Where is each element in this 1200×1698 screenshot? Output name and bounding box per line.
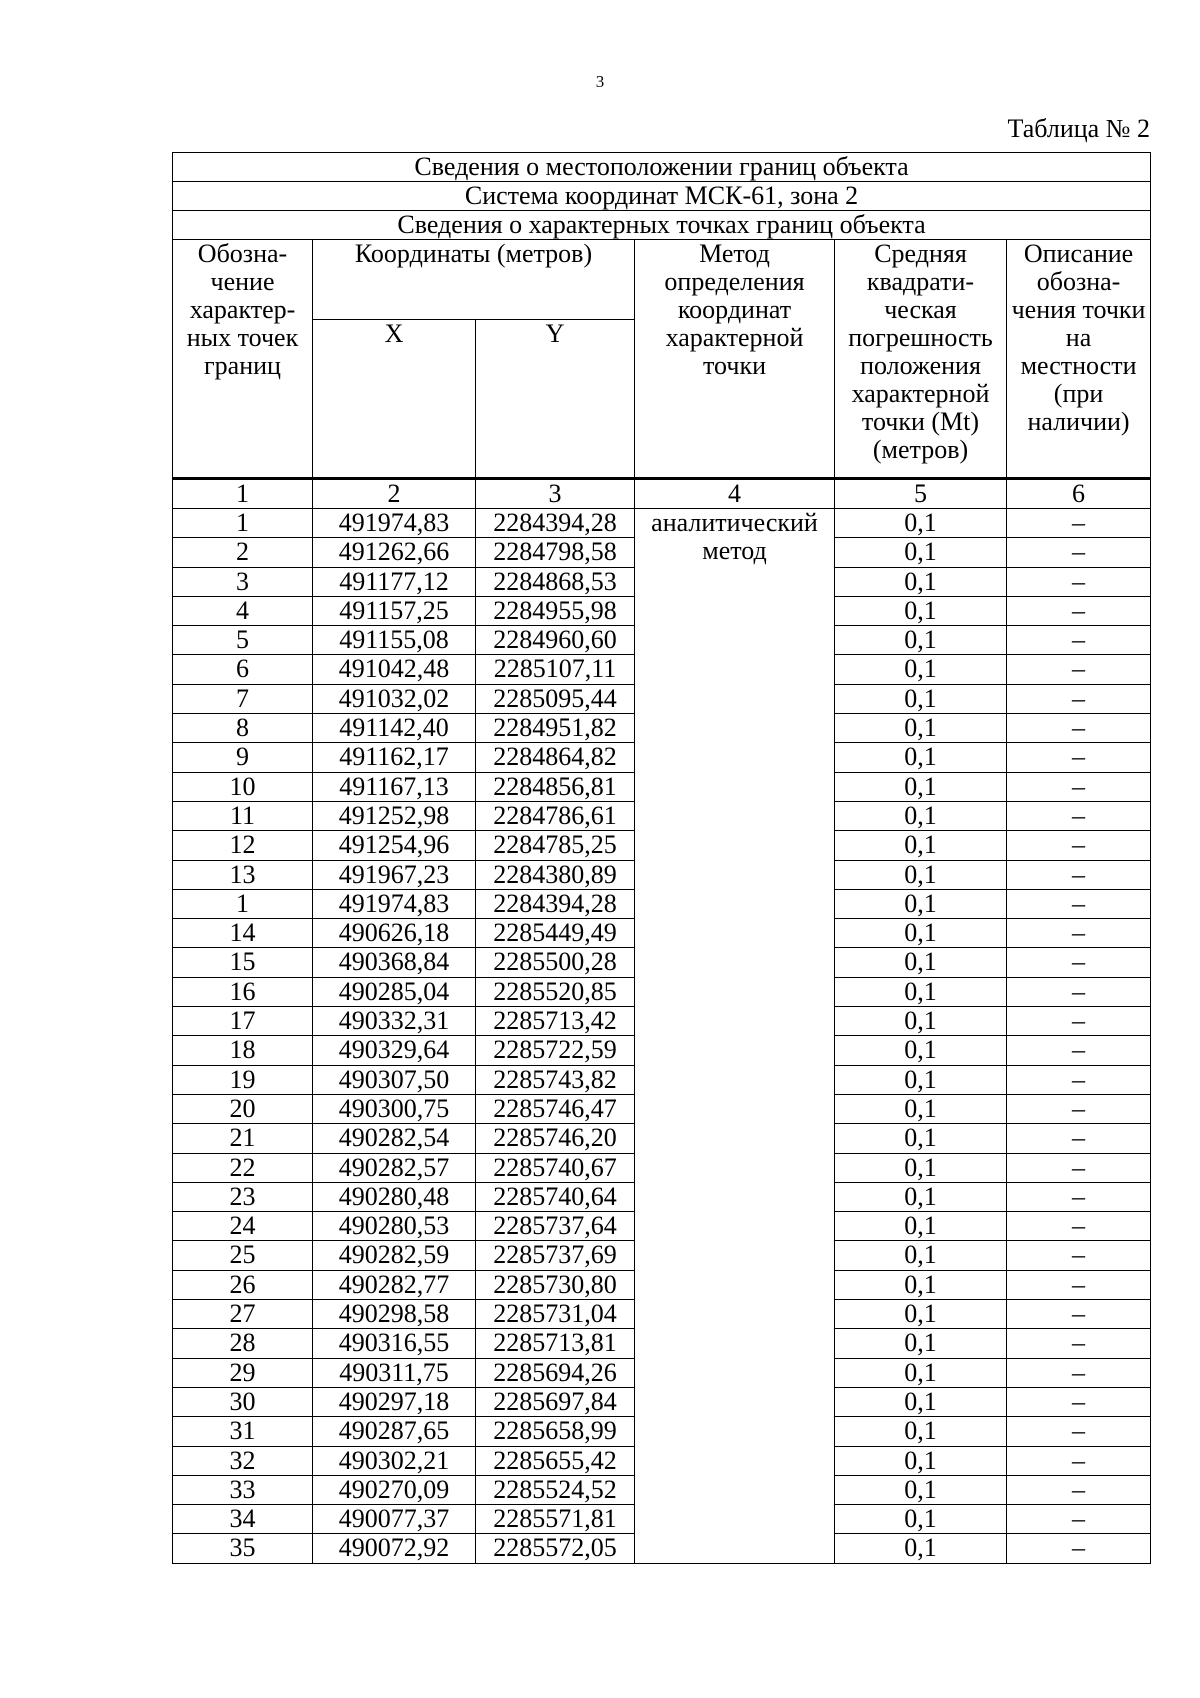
y-coordinate-cell: 2284394,28 — [476, 509, 635, 538]
error-cell: 0,1 — [835, 772, 1007, 801]
error-cell: 0,1 — [835, 860, 1007, 889]
x-coordinate-cell: 490077,37 — [313, 1505, 476, 1534]
error-cell: 0,1 — [835, 626, 1007, 655]
description-cell: – — [1007, 1182, 1151, 1211]
y-coordinate-cell: 2285730,80 — [476, 1270, 635, 1299]
y-coordinate-cell: 2285713,81 — [476, 1329, 635, 1358]
y-coordinate-cell: 2285737,69 — [476, 1241, 635, 1270]
y-coordinate-cell: 2285694,26 — [476, 1358, 635, 1387]
error-cell: 0,1 — [835, 596, 1007, 625]
description-cell: – — [1007, 801, 1151, 830]
column-number: 5 — [835, 479, 1007, 509]
x-coordinate-cell: 491162,17 — [313, 743, 476, 772]
point-number-cell: 20 — [173, 1094, 313, 1123]
point-number-cell: 8 — [173, 714, 313, 743]
error-cell: 0,1 — [835, 1270, 1007, 1299]
point-number-cell: 15 — [173, 948, 313, 977]
x-coordinate-cell: 490307,50 — [313, 1065, 476, 1094]
error-cell: 0,1 — [835, 567, 1007, 596]
description-cell: – — [1007, 1212, 1151, 1241]
error-cell: 0,1 — [835, 538, 1007, 567]
error-cell: 0,1 — [835, 1124, 1007, 1153]
error-cell: 0,1 — [835, 1505, 1007, 1534]
x-coordinate-cell: 490316,55 — [313, 1329, 476, 1358]
y-coordinate-cell: 2285572,05 — [476, 1534, 635, 1563]
y-coordinate-cell: 2285713,42 — [476, 1007, 635, 1036]
x-coordinate-cell: 490332,31 — [313, 1007, 476, 1036]
x-coordinate-cell: 491032,02 — [313, 684, 476, 713]
error-cell: 0,1 — [835, 1241, 1007, 1270]
y-coordinate-cell: 2285740,64 — [476, 1182, 635, 1211]
header-description: Описание обозна- чения точки на местности (при наличии) — [1007, 240, 1151, 479]
y-coordinate-cell: 2285731,04 — [476, 1300, 635, 1329]
error-cell: 0,1 — [835, 1153, 1007, 1182]
y-coordinate-cell: 2285500,28 — [476, 948, 635, 977]
header-coordinates: Координаты (метров) — [313, 240, 635, 320]
description-cell: – — [1007, 684, 1151, 713]
y-coordinate-cell: 2284785,25 — [476, 831, 635, 860]
description-cell: – — [1007, 1065, 1151, 1094]
y-coordinate-cell: 2285743,82 — [476, 1065, 635, 1094]
x-coordinate-cell: 491157,25 — [313, 596, 476, 625]
y-coordinate-cell: 2284960,60 — [476, 626, 635, 655]
x-coordinate-cell: 490270,09 — [313, 1475, 476, 1504]
y-coordinate-cell: 2285697,84 — [476, 1387, 635, 1416]
description-cell: – — [1007, 772, 1151, 801]
description-cell: – — [1007, 714, 1151, 743]
points-section-title: Сведения о характерных точках границ объекта — [173, 211, 1151, 240]
description-cell: – — [1007, 655, 1151, 684]
error-cell: 0,1 — [835, 1094, 1007, 1123]
point-number-cell: 6 — [173, 655, 313, 684]
description-cell: – — [1007, 567, 1151, 596]
x-coordinate-cell: 490282,54 — [313, 1124, 476, 1153]
description-cell: – — [1007, 1124, 1151, 1153]
y-coordinate-cell: 2285095,44 — [476, 684, 635, 713]
point-number-cell: 32 — [173, 1446, 313, 1475]
column-number: 1 — [173, 479, 313, 509]
description-cell: – — [1007, 626, 1151, 655]
description-cell: – — [1007, 1094, 1151, 1123]
point-number-cell: 12 — [173, 831, 313, 860]
error-cell: 0,1 — [835, 1329, 1007, 1358]
point-number-cell: 10 — [173, 772, 313, 801]
x-coordinate-cell: 491155,08 — [313, 626, 476, 655]
point-number-cell: 28 — [173, 1329, 313, 1358]
point-number-cell: 27 — [173, 1300, 313, 1329]
point-number-cell: 4 — [173, 596, 313, 625]
description-cell: – — [1007, 1241, 1151, 1270]
error-cell: 0,1 — [835, 1212, 1007, 1241]
table-title: Сведения о местоположении границ объекта — [173, 153, 1151, 182]
x-coordinate-cell: 490282,77 — [313, 1270, 476, 1299]
y-coordinate-cell: 2285746,47 — [476, 1094, 635, 1123]
point-number-cell: 1 — [173, 889, 313, 918]
description-cell: – — [1007, 596, 1151, 625]
error-cell: 0,1 — [835, 889, 1007, 918]
point-number-cell: 16 — [173, 977, 313, 1006]
description-cell: – — [1007, 1475, 1151, 1504]
y-coordinate-cell: 2285524,52 — [476, 1475, 635, 1504]
y-coordinate-cell: 2285520,85 — [476, 977, 635, 1006]
description-cell: – — [1007, 977, 1151, 1006]
point-number-cell: 7 — [173, 684, 313, 713]
header-x: X — [313, 320, 476, 479]
y-coordinate-cell: 2284786,61 — [476, 801, 635, 830]
point-number-cell: 34 — [173, 1505, 313, 1534]
description-cell: – — [1007, 860, 1151, 889]
x-coordinate-cell: 490280,53 — [313, 1212, 476, 1241]
error-cell: 0,1 — [835, 1387, 1007, 1416]
y-coordinate-cell: 2285722,59 — [476, 1036, 635, 1065]
y-coordinate-cell: 2284868,53 — [476, 567, 635, 596]
description-cell: – — [1007, 948, 1151, 977]
x-coordinate-cell: 491974,83 — [313, 509, 476, 538]
description-cell: – — [1007, 1036, 1151, 1065]
error-cell: 0,1 — [835, 509, 1007, 538]
column-number: 4 — [635, 479, 835, 509]
y-coordinate-cell: 2284798,58 — [476, 538, 635, 567]
description-cell: – — [1007, 1387, 1151, 1416]
y-coordinate-cell: 2284394,28 — [476, 889, 635, 918]
description-cell: – — [1007, 743, 1151, 772]
column-number: 6 — [1007, 479, 1151, 509]
error-cell: 0,1 — [835, 801, 1007, 830]
y-coordinate-cell: 2285740,67 — [476, 1153, 635, 1182]
description-cell: – — [1007, 889, 1151, 918]
description-cell: – — [1007, 1446, 1151, 1475]
point-number-cell: 33 — [173, 1475, 313, 1504]
x-coordinate-cell: 490297,18 — [313, 1387, 476, 1416]
point-number-cell: 11 — [173, 801, 313, 830]
x-coordinate-cell: 490287,65 — [313, 1417, 476, 1446]
error-cell: 0,1 — [835, 977, 1007, 1006]
y-coordinate-cell: 2285107,11 — [476, 655, 635, 684]
x-coordinate-cell: 490329,64 — [313, 1036, 476, 1065]
y-coordinate-cell: 2285737,64 — [476, 1212, 635, 1241]
point-number-cell: 2 — [173, 538, 313, 567]
coordinate-system-title: Система координат МСК-61, зона 2 — [173, 182, 1151, 211]
description-cell: – — [1007, 538, 1151, 567]
method-cell: аналитический метод — [635, 509, 835, 1564]
x-coordinate-cell: 491974,83 — [313, 889, 476, 918]
point-number-cell: 9 — [173, 743, 313, 772]
error-cell: 0,1 — [835, 684, 1007, 713]
y-coordinate-cell: 2285449,49 — [476, 919, 635, 948]
description-cell: – — [1007, 831, 1151, 860]
y-coordinate-cell: 2285655,42 — [476, 1446, 635, 1475]
x-coordinate-cell: 490285,04 — [313, 977, 476, 1006]
description-cell: – — [1007, 509, 1151, 538]
x-coordinate-cell: 490282,59 — [313, 1241, 476, 1270]
page-number: 3 — [595, 72, 605, 91]
x-coordinate-cell: 490626,18 — [313, 919, 476, 948]
description-cell: – — [1007, 1153, 1151, 1182]
y-coordinate-cell: 2285571,81 — [476, 1505, 635, 1534]
error-cell: 0,1 — [835, 1534, 1007, 1563]
x-coordinate-cell: 491262,66 — [313, 538, 476, 567]
x-coordinate-cell: 491252,98 — [313, 801, 476, 830]
error-cell: 0,1 — [835, 1300, 1007, 1329]
point-number-cell: 18 — [173, 1036, 313, 1065]
table-label: Таблица № 2 — [1007, 114, 1150, 143]
column-number: 2 — [313, 479, 476, 509]
point-number-cell: 26 — [173, 1270, 313, 1299]
y-coordinate-cell: 2285746,20 — [476, 1124, 635, 1153]
header-method: Метод определения координат характерной точки — [635, 240, 835, 479]
x-coordinate-cell: 490300,75 — [313, 1094, 476, 1123]
error-cell: 0,1 — [835, 1358, 1007, 1387]
header-designation: Обозна- чение характер- ных точек границ — [173, 240, 313, 479]
x-coordinate-cell: 490282,57 — [313, 1153, 476, 1182]
point-number-cell: 19 — [173, 1065, 313, 1094]
boundary-points-table — [172, 152, 1151, 1564]
description-cell: – — [1007, 1007, 1151, 1036]
error-cell: 0,1 — [835, 831, 1007, 860]
y-coordinate-cell: 2285658,99 — [476, 1417, 635, 1446]
description-cell: – — [1007, 1270, 1151, 1299]
point-number-cell: 30 — [173, 1387, 313, 1416]
description-cell: – — [1007, 1505, 1151, 1534]
description-cell: – — [1007, 919, 1151, 948]
point-number-cell: 29 — [173, 1358, 313, 1387]
error-cell: 0,1 — [835, 655, 1007, 684]
point-number-cell: 24 — [173, 1212, 313, 1241]
y-coordinate-cell: 2284955,98 — [476, 596, 635, 625]
point-number-cell: 21 — [173, 1124, 313, 1153]
error-cell: 0,1 — [835, 919, 1007, 948]
column-number: 3 — [476, 479, 635, 509]
x-coordinate-cell: 491042,48 — [313, 655, 476, 684]
description-cell: – — [1007, 1329, 1151, 1358]
error-cell: 0,1 — [835, 1417, 1007, 1446]
x-coordinate-cell: 491967,23 — [313, 860, 476, 889]
x-coordinate-cell: 491167,13 — [313, 772, 476, 801]
description-cell: – — [1007, 1534, 1151, 1563]
x-coordinate-cell: 490311,75 — [313, 1358, 476, 1387]
error-cell: 0,1 — [835, 714, 1007, 743]
error-cell: 0,1 — [835, 1446, 1007, 1475]
point-number-cell: 23 — [173, 1182, 313, 1211]
x-coordinate-cell: 491142,40 — [313, 714, 476, 743]
point-number-cell: 22 — [173, 1153, 313, 1182]
x-coordinate-cell: 490072,92 — [313, 1534, 476, 1563]
point-number-cell: 5 — [173, 626, 313, 655]
error-cell: 0,1 — [835, 948, 1007, 977]
y-coordinate-cell: 2284864,82 — [476, 743, 635, 772]
point-number-cell: 35 — [173, 1534, 313, 1563]
point-number-cell: 31 — [173, 1417, 313, 1446]
x-coordinate-cell: 490302,21 — [313, 1446, 476, 1475]
x-coordinate-cell: 490298,58 — [313, 1300, 476, 1329]
y-coordinate-cell: 2284951,82 — [476, 714, 635, 743]
description-cell: – — [1007, 1358, 1151, 1387]
x-coordinate-cell: 491177,12 — [313, 567, 476, 596]
error-cell: 0,1 — [835, 743, 1007, 772]
y-coordinate-cell: 2284856,81 — [476, 772, 635, 801]
x-coordinate-cell: 490368,84 — [313, 948, 476, 977]
header-error: Средняя квадрати- ческая погрешность положения характерной точки (Mt) (метров) — [835, 240, 1007, 479]
error-cell: 0,1 — [835, 1065, 1007, 1094]
header-y: Y — [476, 320, 635, 479]
error-cell: 0,1 — [835, 1036, 1007, 1065]
table-body — [173, 509, 1151, 1564]
point-number-cell: 13 — [173, 860, 313, 889]
description-cell: – — [1007, 1417, 1151, 1446]
point-number-cell: 14 — [173, 919, 313, 948]
x-coordinate-cell: 491254,96 — [313, 831, 476, 860]
error-cell: 0,1 — [835, 1007, 1007, 1036]
point-number-cell: 3 — [173, 567, 313, 596]
description-cell: – — [1007, 1300, 1151, 1329]
y-coordinate-cell: 2284380,89 — [476, 860, 635, 889]
point-number-cell: 1 — [173, 509, 313, 538]
point-number-cell: 25 — [173, 1241, 313, 1270]
x-coordinate-cell: 490280,48 — [313, 1182, 476, 1211]
point-number-cell: 17 — [173, 1007, 313, 1036]
error-cell: 0,1 — [835, 1182, 1007, 1211]
table-row — [173, 509, 1151, 538]
error-cell: 0,1 — [835, 1475, 1007, 1504]
